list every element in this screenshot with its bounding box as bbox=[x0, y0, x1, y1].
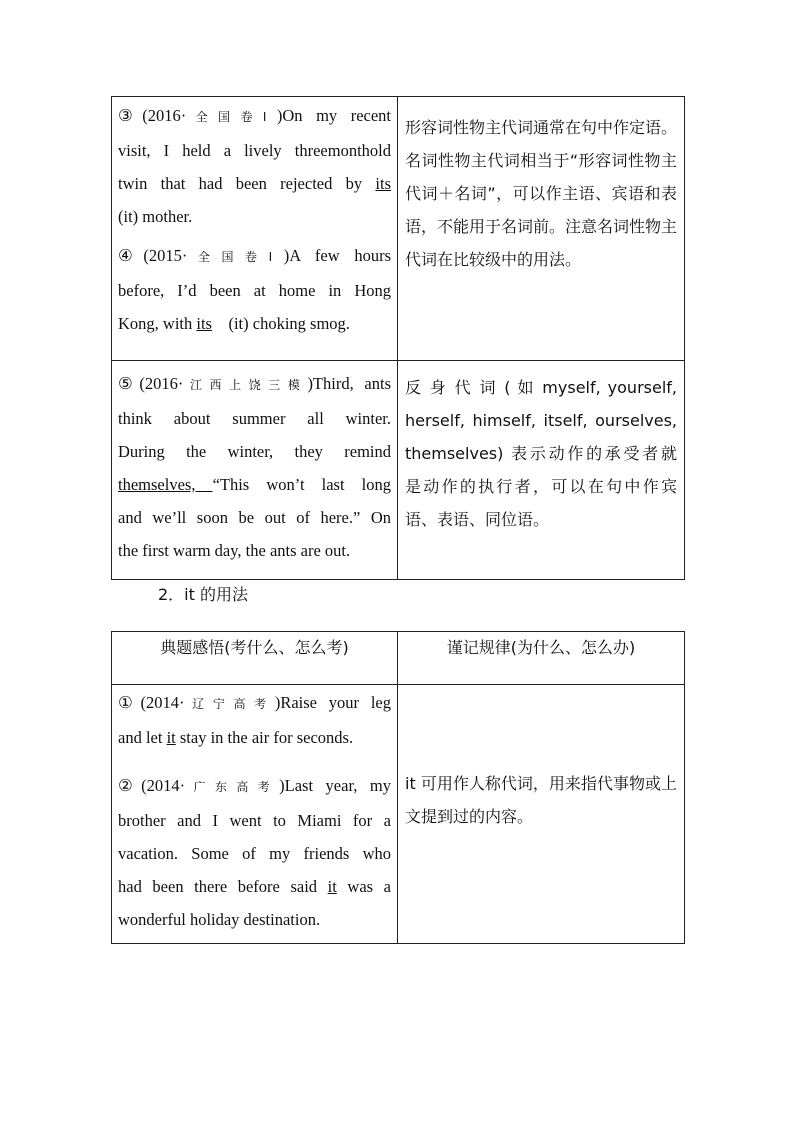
table-header-row bbox=[112, 632, 685, 685]
example-text: brother and I went to Miami for a bbox=[118, 811, 391, 830]
example-text: vacation. Some of my friends who bbox=[118, 844, 391, 863]
source-label: 全国卷Ⅰ bbox=[186, 110, 277, 124]
rule-text: herself, himself, itself, ourselves, bbox=[405, 411, 677, 430]
example-text: (it) choking smog. bbox=[211, 314, 350, 333]
example-text: and let bbox=[118, 728, 167, 747]
example-text: )Raise your leg bbox=[274, 693, 391, 712]
rule-text: 反 身 代 词 ( 如 myself, yourself, bbox=[405, 378, 677, 397]
example-text: was a bbox=[336, 877, 392, 896]
example-cell bbox=[112, 361, 398, 580]
example-item-2 bbox=[112, 769, 397, 804]
example-item-5 bbox=[112, 367, 397, 402]
pronoun-table-2 bbox=[111, 631, 685, 944]
example-text: )Last year, my bbox=[279, 776, 391, 795]
rule-text: 语、表语、同位语。 bbox=[405, 510, 550, 529]
column-header-left: 典题感悟(考什么、怎么考) bbox=[160, 638, 349, 657]
example-text: had been there before said bbox=[118, 877, 328, 896]
example-text: During the winter, they remind bbox=[118, 442, 391, 461]
example-text: before, I’d been at home in Hong bbox=[118, 281, 391, 300]
table-row bbox=[112, 97, 685, 361]
header-cell bbox=[398, 632, 685, 685]
header-cell bbox=[112, 632, 398, 685]
example-text: (it) mother. bbox=[118, 207, 193, 226]
underlined-word: it bbox=[166, 728, 176, 747]
example-text: “This won’t last long bbox=[212, 475, 391, 494]
example-text: stay in the air for seconds. bbox=[175, 728, 354, 747]
example-text: Kong, with bbox=[118, 314, 197, 333]
source-label: 辽宁高考 bbox=[184, 697, 275, 711]
underlined-word: it bbox=[327, 877, 337, 896]
example-text: and we’ll soon be out of here.” On bbox=[118, 508, 391, 527]
item-marker: ③(2016· bbox=[118, 106, 187, 125]
example-text: )On my recent bbox=[276, 106, 391, 125]
source-label: 江西上饶三模 bbox=[183, 378, 308, 392]
example-text: the first warm day, the ants are out. bbox=[118, 541, 351, 560]
example-item-1 bbox=[112, 686, 397, 721]
underlined-word: themselves, bbox=[118, 475, 196, 494]
example-text: twin that had been rejected by bbox=[118, 174, 376, 193]
example-cell bbox=[112, 97, 398, 361]
item-marker: ④(2015· bbox=[118, 246, 188, 265]
rule-text: themselves) 表示动作的承受者就 bbox=[405, 444, 677, 463]
example-item-4 bbox=[112, 239, 397, 274]
underlined-word: its bbox=[196, 314, 212, 333]
rule-text: 是动作的执行者，可以在句中作宾 bbox=[405, 477, 677, 496]
example-item-3 bbox=[112, 99, 397, 134]
example-text: visit, I held a lively threemonthold bbox=[118, 141, 391, 160]
item-marker: ②(2014· bbox=[118, 776, 186, 795]
section-heading: 2．it 的用法 bbox=[158, 585, 248, 604]
example-cell bbox=[112, 685, 398, 944]
rule-cell bbox=[398, 361, 685, 580]
example-text: )A few hours bbox=[283, 246, 392, 265]
source-label: 全国卷Ⅰ bbox=[187, 250, 284, 264]
example-text: think about summer all winter. bbox=[118, 409, 391, 428]
source-label: 广东高考 bbox=[185, 780, 280, 794]
rule-cell bbox=[398, 685, 685, 944]
table-row bbox=[112, 361, 685, 580]
item-marker: ⑤(2016· bbox=[118, 374, 184, 393]
underline-gap bbox=[195, 475, 212, 494]
rule-cell bbox=[398, 97, 685, 361]
example-text: )Third, ants bbox=[307, 374, 391, 393]
item-marker: ①(2014· bbox=[118, 693, 185, 712]
underlined-word: its bbox=[375, 174, 391, 193]
rule-text: it 可用作人称代词，用来指代事物或上文提到过的内容。 bbox=[405, 774, 677, 826]
column-header-right: 谨记规律(为什么、怎么办) bbox=[446, 638, 636, 657]
example-text: wonderful holiday destination. bbox=[118, 910, 321, 929]
pronoun-table-1 bbox=[111, 96, 685, 580]
table-row bbox=[112, 685, 685, 944]
rule-text: 形容词性物主代词通常在句中作定语。名词性物主代词相当于“形容词性物主代词＋名词”，可以作主语、宾语和表语，不能用于名词前。注意名词性物主代词在比较级中的用法。 bbox=[405, 118, 678, 269]
